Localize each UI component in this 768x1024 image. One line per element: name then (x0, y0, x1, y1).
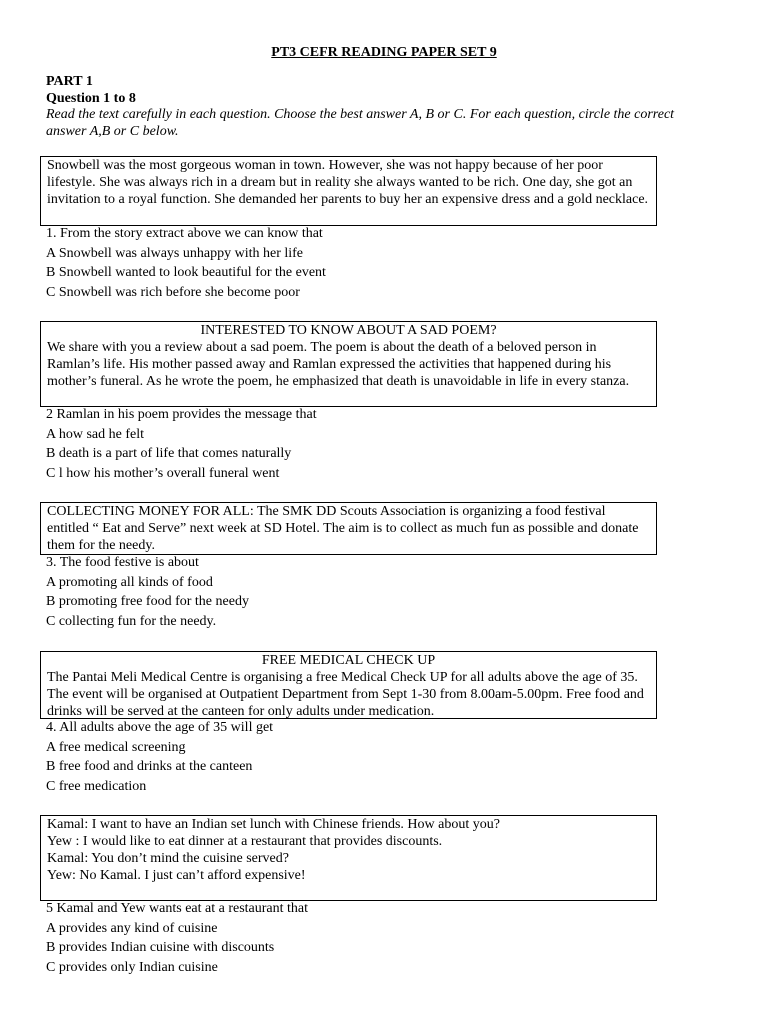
instructions: Read the text carefully in each question. Choose the best answer A, B or C. For each question, circle the correct answer A,B or C below. (46, 107, 675, 139)
dialogue-line: Kamal: You don’t mind the cuisine served? (47, 851, 289, 866)
passage-text: COLLECTING MONEY FOR ALL: The SMK DD Scouts Association is organizing a food festival entitled “ Eat and Serve” next week at SD Hotel. The aim is to collect as much fun as possible and donate them for the needy. (47, 504, 639, 553)
question-range: Question 1 to 8 (46, 91, 136, 106)
dialogue-line: Kamal: I want to have an Indian set lunch with Chinese friends. How about you? (47, 817, 500, 832)
question-text: 4. All adults above the age of 35 will get (46, 720, 274, 735)
option-a: A how sad he felt (46, 426, 144, 442)
passage-heading: INTERESTED TO KNOW ABOUT A SAD POEM? (200, 323, 497, 338)
question-block-1 (46, 224, 326, 302)
question-block-4 (46, 718, 273, 796)
dialogue-line: Yew: No Kamal. I just can’t afford expensive! (47, 868, 306, 883)
passage-box-2 (40, 321, 657, 407)
passage-heading: FREE MEDICAL CHECK UP (261, 653, 436, 668)
question-text: 1. From the story extract above we can know that (46, 226, 323, 241)
question-text: 5 Kamal and Yew wants eat at a restaurant that (46, 901, 309, 916)
option-b: B provides Indian cuisine with discounts (46, 940, 275, 955)
part-heading: PART 1 (46, 74, 93, 89)
option-b: B free food and drinks at the canteen (46, 759, 253, 774)
option-a: A free medical screening (46, 739, 186, 755)
question-text: 2 Ramlan in his poem provides the message that (46, 407, 317, 422)
option-a: A promoting all kinds of food (46, 574, 213, 590)
option-b: B Snowbell wanted to look beautiful for the event (46, 265, 326, 280)
dialogue-box-5 (40, 815, 657, 901)
question-block-5 (46, 899, 308, 977)
option-b: B promoting free food for the needy (46, 594, 249, 609)
dialogue-line: Yew : I would like to eat dinner at a restaurant that provides discounts. (47, 834, 443, 849)
option-a: A provides any kind of cuisine (46, 920, 218, 936)
option-c: C Snowbell was rich before she become poor (46, 284, 300, 300)
passage-box-1 (40, 156, 657, 226)
question-block-2 (46, 405, 317, 483)
option-c: C collecting fun for the needy. (46, 613, 217, 629)
passage-text: The Pantai Meli Medical Centre is organising a free Medical Check UP for all adults above the age of 35. The event will be organised at Outpatient Department from Sept 1-30 from 8.00am-5.00pm. Free food and drinks will be served at the canteen for only adults under medication. (47, 670, 644, 719)
passage-text: We share with you a review about a sad poem. The poem is about the death of a beloved person in Ramlan’s life. His mother passed away and Ramlan expressed the activities that happened during his mother’s funeral. As he wrote the poem, he emphasized that death is unavoidable in life in every stanza. (47, 340, 630, 389)
option-c: C l how his mother’s overall funeral went (46, 465, 280, 481)
option-c: C free medication (46, 778, 147, 794)
option-c: C provides only Indian cuisine (46, 959, 218, 975)
question-text: 3. The food festive is about (46, 555, 199, 570)
passage-box-3 (40, 502, 657, 555)
passage-box-4 (40, 651, 657, 719)
option-a: A Snowbell was always unhappy with her life (46, 245, 304, 261)
option-b: B death is a part of life that comes naturally (46, 446, 292, 461)
page-title: PT3 CEFR READING PAPER SET 9 (271, 45, 497, 60)
question-block-3 (46, 553, 249, 631)
passage-text: Snowbell was the most gorgeous woman in town. However, she was not happy because of her poor lifestyle. She was always rich in a dream but in reality she always wanted to be rich. One day, she got an invitation to a royal function. She demanded her parents to buy her an expensive dress and a gold necklace. (47, 158, 649, 207)
